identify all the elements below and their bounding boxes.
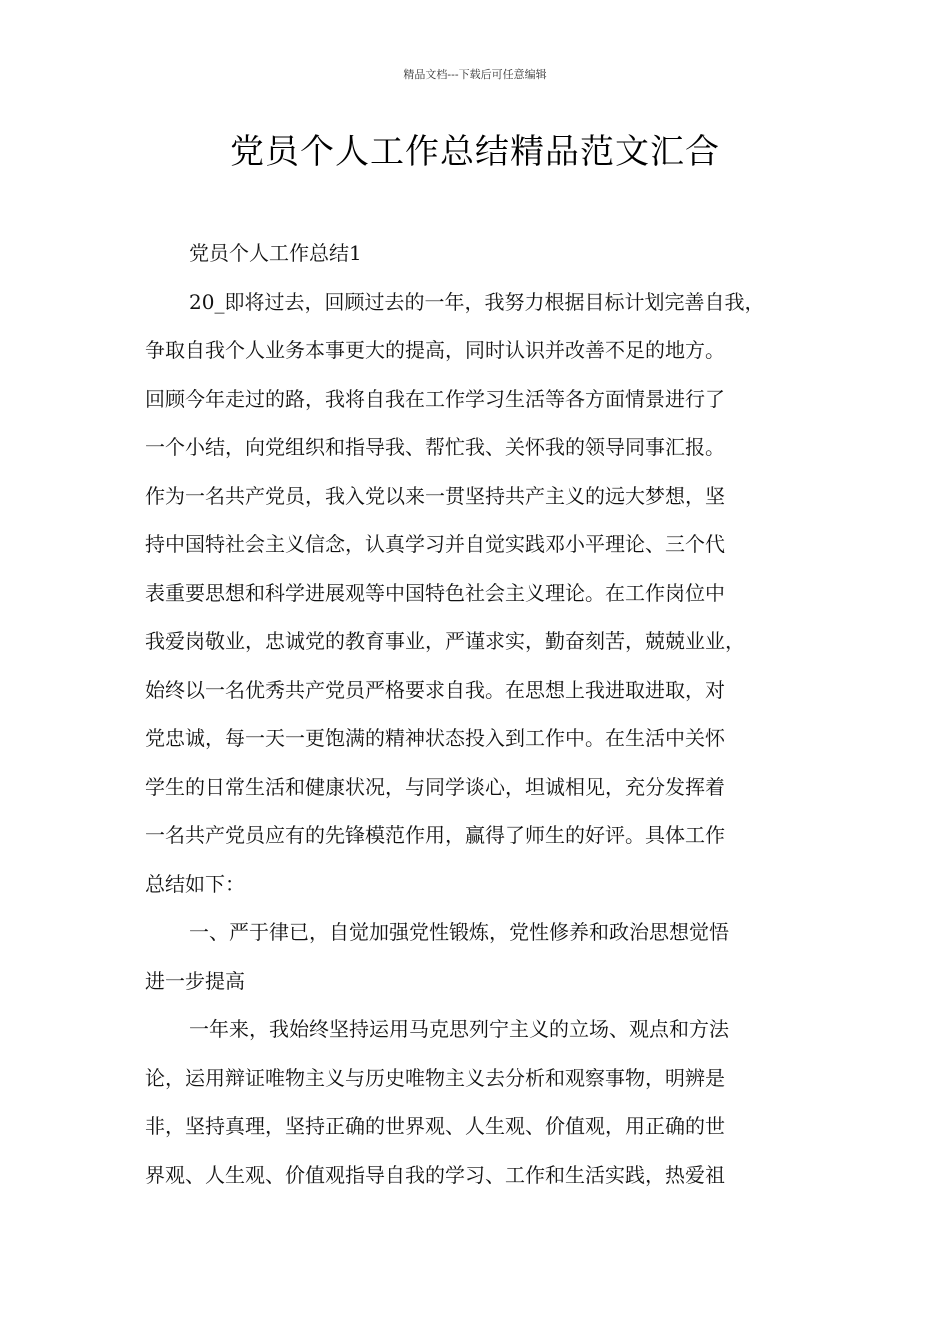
body-line: 我爱岗敬业，忠诚党的教育事业，严谨求实，勤奋刻苦，兢兢业业， [145,629,745,653]
body-line: 党忠诚，每一天一更饱满的精神状态投入到工作中。在生活中关怀 [145,726,725,750]
body-line: 表重要思想和科学进展观等中国特色社会主义理论。在工作岗位中 [145,580,725,605]
subsection-heading: 一、严于律已，自觉加强党性锻炼，党性修养和政治思想觉悟 [189,920,729,944]
body-line: 作为一名共产党员，我入党以来一贯坚持共产主义的远大梦想，坚 [145,483,725,508]
body-line: 20_即将过去，回顾过去的一年，我努力根据目标计划完善自我， [189,289,765,314]
body-line: 持中国特社会主义信念，认真学习并自觉实践邓小平理论、三个代 [145,532,725,556]
body-line: 进一步提高 [145,968,245,993]
body-line: 总结如下： [145,871,245,896]
body-line: 一名共产党员应有的先锋模范作用，赢得了师生的好评。具体工作 [145,823,725,847]
body-line: 学生的日常生活和健康状况，与同学谈心，坦诚相见，充分发挥着 [145,774,725,799]
body-line: 非，坚持真理，坚持正确的世界观、人生观、价值观，用正确的世 [145,1114,725,1138]
body-line: 论，运用辩证唯物主义与历史唯物主义去分析和观察事物，明辨是 [145,1065,725,1090]
body-line: 一个小结，向党组织和指导我、帮忙我、关怀我的领导同事汇报。 [145,435,725,459]
body-line: 始终以一名优秀共产党员严格要求自我。在思想上我进取进取，对 [145,677,725,702]
body-line: 界观、人生观、价值观指导自我的学习、工作和生活实践，热爱祖 [145,1162,725,1187]
body-line: 回顾今年走过的路，我将自我在工作学习生活等各方面情景进行了 [145,386,725,411]
section-heading: 党员个人工作总结1 [189,241,362,265]
document-title: 党员个人工作总结精品范文汇合 [230,132,720,172]
body-line: 一年来，我始终坚持运用马克思列宁主义的立场、观点和方法 [189,1017,729,1041]
body-line: 争取自我个人业务本事更大的提高，同时认识并改善不足的地方。 [145,338,725,362]
header-note: 精品文档---下载后可任意编辑 [403,68,547,81]
document-body [145,229,825,1199]
